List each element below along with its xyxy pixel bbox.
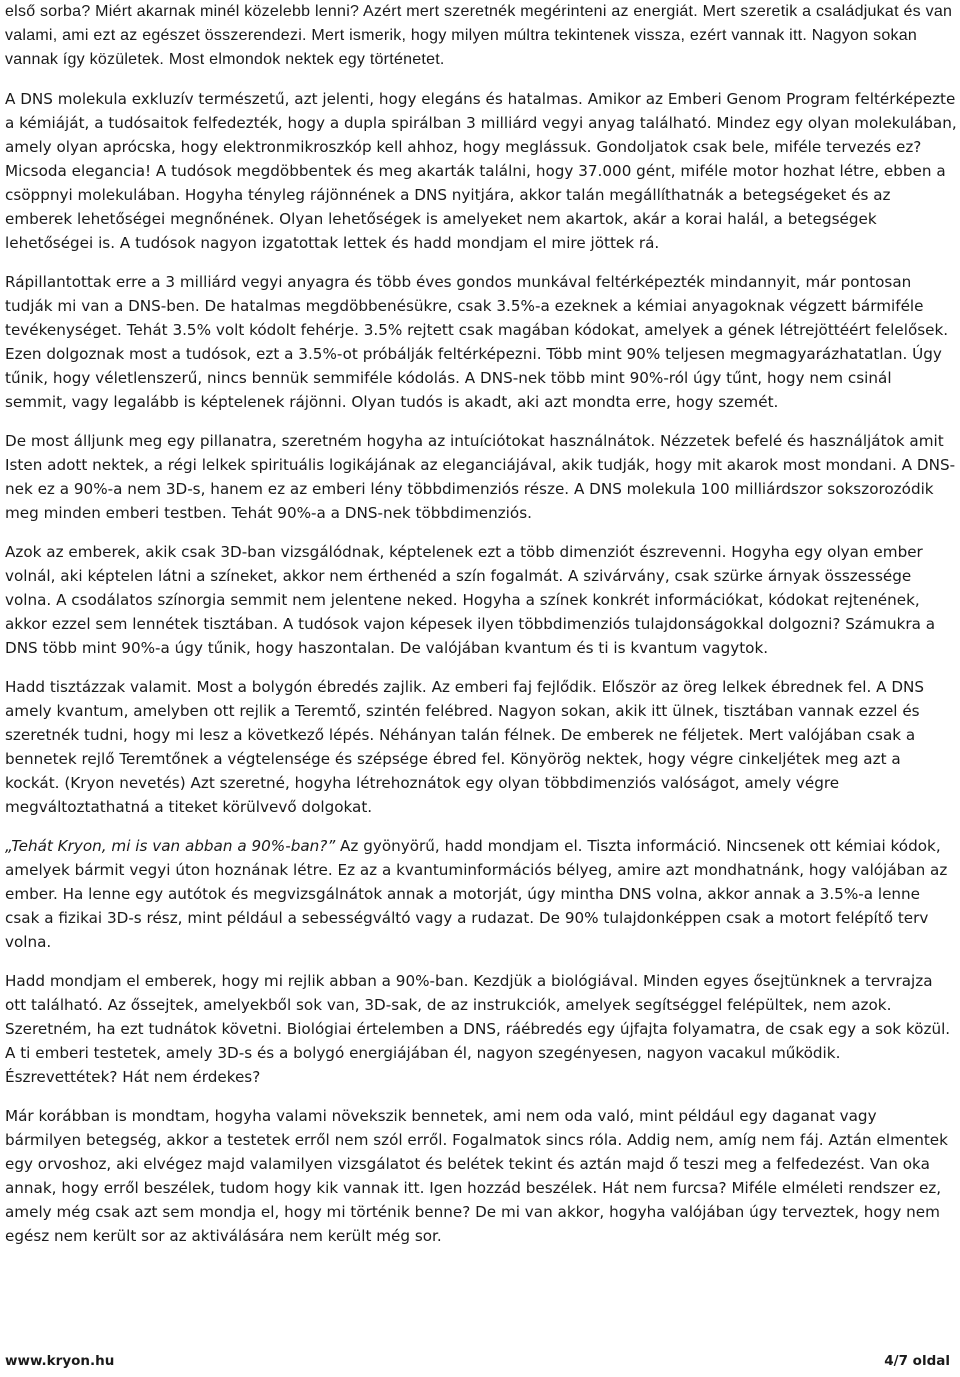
- page-footer: [5, 1352, 950, 1370]
- document-page: [5, 0, 957, 1248]
- paragraph-6: [5, 675, 957, 819]
- paragraph-text: Már korábban is mondtam, hogyha valami növekszik bennetek, ami nem oda való, mint például egy daganat vagy bármilyen betegség, akkor a testetek erről nem szól erről. Fogalmatok sincs róla. Addig nem, amíg nem fáj. Aztán elmentek egy orvoshoz, aki elvégez majd valamilyen vizsgálatot és belétek tekint és aztán majd ő teszi meg a felfedezést. Van oka annak, hogy erről beszélek, tudom hogy kik vannak itt. Igen hozzád beszélek. Hát nem furcsa? Miféle elméleti rendszer ez, amely még csak azt sem mondja el, hogy mi történik benne? De mi van akkor, hogyha valójában úgy terveztek, hogy nem egész nem került sor az aktiválására nem került még sor.: [5, 1107, 948, 1245]
- paragraph-5: [5, 540, 957, 660]
- paragraph-2: [5, 87, 957, 255]
- paragraph-text: De most álljunk meg egy pillanatra, szeretném hogyha az intuíciótokat használnátok. Nézzetek befelé és használjátok amit Isten adott nektek, a régi lelkek spirituális logikájának az eleganciájával, akik tudják, hogy mit akarok most mondani. A DNS-nek ez a 90%-a nem 3D-s, hanem ez az emberi lény többdimenziós része. A DNS molekula 100 milliárdszor sokszorozódik meg minden emberi testben. Tehát 90%-a a DNS-nek többdimenziós.: [5, 432, 956, 522]
- paragraph-3: [5, 270, 957, 414]
- paragraph-9: [5, 1104, 957, 1248]
- italic-question: „Tehát Kryon, mi is van abban a 90%-ban?”: [5, 837, 336, 855]
- paragraph-1: [5, 0, 957, 72]
- paragraph-text: Hadd mondjam el emberek, hogy mi rejlik abban a 90%-ban. Kezdjük a biológiával. Minden egyes ősejtünknek a tervrajza ott található. Az őssejtek, amelyekből sok van, 3D-sak, de az instrukciók, amelyek segítséggel felépültek, nem azok. Szeretném, ha ezt tudnátok követni. Biológiai értelemben a DNS, ráébredés egy újfajta folyamatra, de csak egy a sok közül. A ti emberi testetek, amely 3D-s és a bolygó energiájában él, nagyon szegényesen, nagyon vacakul működik. Észrevettétek? Hát nem érdekes?: [5, 972, 951, 1086]
- footer-website: www.kryon.hu: [5, 1353, 115, 1369]
- paragraph-text: első sorba? Miért akarnak minél közelebb lenni? Azért mert szeretnék megérinteni az energiát. Mert szeretik a családjukat és van valami, ami ezt az egészet összerendezi. Mert ismerik, hogy milyen múltra tekintenek vissza, ezért vannak itt. Nagyon sokan vannak így közületek. Most elmondok nektek egy történetet.: [5, 3, 953, 68]
- paragraph-text: Az gyönyörű, hadd mondjam el. Tiszta információ. Nincsenek ott kémiai kódok, amelyek bármit vegyi úton hoznának létre. Ez az a kvantuminformációs bélyeg, amire azt mondhatnánk, hogy valójában az ember. Ha lenne egy autótok és megvizsgálnátok annak a motorját, úgy mintha DNS volna, akkor annak a 3.5%-a lenne csak a fizikai 3D-s rész, mint például a sebességváltó vagy a rudazat. De 90% tulajdonképpen csak a motort felépítő terv volna.: [5, 837, 948, 951]
- paragraph-7: [5, 834, 957, 954]
- footer-page-number: 4/7 oldal: [884, 1353, 950, 1369]
- paragraph-text: A DNS molekula exkluzív természetű, azt jelenti, hogy elegáns és hatalmas. Amikor az Emberi Genom Program feltérképezte a kémiáját, a tudósaitok felfedezték, hogy a dupla spirálban 3 milliárd vegyi anyag található. Mindez egy olyan molekulában, amely olyan aprócska, hogy elektronmikroszkóp kell ahhoz, hogy meglássuk. Gondoljatok csak bele, miféle tervezés ez? Micsoda elegancia! A tudósok megdöbbentek és meg akarták találni, hogy 37.000 gént, miféle motor hozhat létre, ebben a csöppnyi molekulában. Hogyha tényleg rájönnének a DNS nyitjára, akkor talán megállíthatnák a betegségeket és az emberek lehetőségei megnőnének. Olyan lehetőségek is amelyeket nem akartok, akár a korai halál, a betegségek lehetőségei is. A tudósok nagyon izgatottak lettek és hadd mondjam el mire jöttek rá.: [5, 90, 957, 252]
- paragraph-text: Hadd tisztázzak valamit. Most a bolygón ébredés zajlik. Az emberi faj fejlődik. Először az öreg lelkek ébrednek fel. A DNS amely kvantum, amelyben ott rejlik a Teremtő, szintén felébred. Nagyon sokan, akik itt ülnek, tisztában vannak ezzel és szeretnék tudni, hogy mi lesz a következő lépés. Néhányan talán félnek. De emberek ne féljetek. Mert valójában csak a bennetek rejlő Teremtőnek a végtelensége és szépsége ébred fel. Könyörög nektek, hogy végre cinkeljétek meg azt a kockát. (Kryon nevetés) Azt szeretné, hogyha létrehoznátok egy olyan többdimenziós valóságot, amely végre megváltoztathatná a titeket körülvevő dolgokat.: [5, 678, 925, 816]
- paragraph-text: Azok az emberek, akik csak 3D-ban vizsgálódnak, képtelenek ezt a több dimenziót észrevenni. Hogyha egy olyan ember volnál, aki képtelen látni a színeket, akkor nem érthenéd a szín fogalmát. A szivárvány, csak szürke árnyak összessége volna. A csodálatos színorgia semmit nem jelentene neked. Hogyha a színek konkrét információkat, kódokat rejtenének, akkor ezzel sem lennétek tisztában. A tudósok vajon képesek ilyen többdimenziós tulajdonságokkal dolgozni? Számukra a DNS több mint 90%-a úgy tűnik, hogy haszontalan. De valójában kvantum és ti is kvantum vagytok.: [5, 543, 936, 657]
- paragraph-8: [5, 969, 957, 1089]
- paragraph-text: Rápillantottak erre a 3 milliárd vegyi anyagra és több éves gondos munkával feltérképezték mindannyit, már pontosan tudják mi van a DNS-ben. De hatalmas megdöbbenésükre, csak 3.5%-a ezeknek a kémiai anyagoknak végzett bármiféle tevékenységet. Tehát 3.5% volt kódolt fehérje. 3.5% rejtett csak magában kódokat, amelyek a gének létrejöttéért felelősek. Ezen dolgoznak most a tudósok, ezt a 3.5%-ot próbálják feltérképezni. Több mint 90% teljesen megmagyarázhatatlan. Úgy tűnik, hogy véletlenszerű, nincs bennük semmiféle kódolás. A DNS-nek több mint 90%-ról úgy tűnt, hogy nem csinál semmit, vagy legalább is képtelenek rájönni. Olyan tudós is akadt, aki azt mondta erre, hogy szemét.: [5, 273, 949, 411]
- paragraph-4: [5, 429, 957, 525]
